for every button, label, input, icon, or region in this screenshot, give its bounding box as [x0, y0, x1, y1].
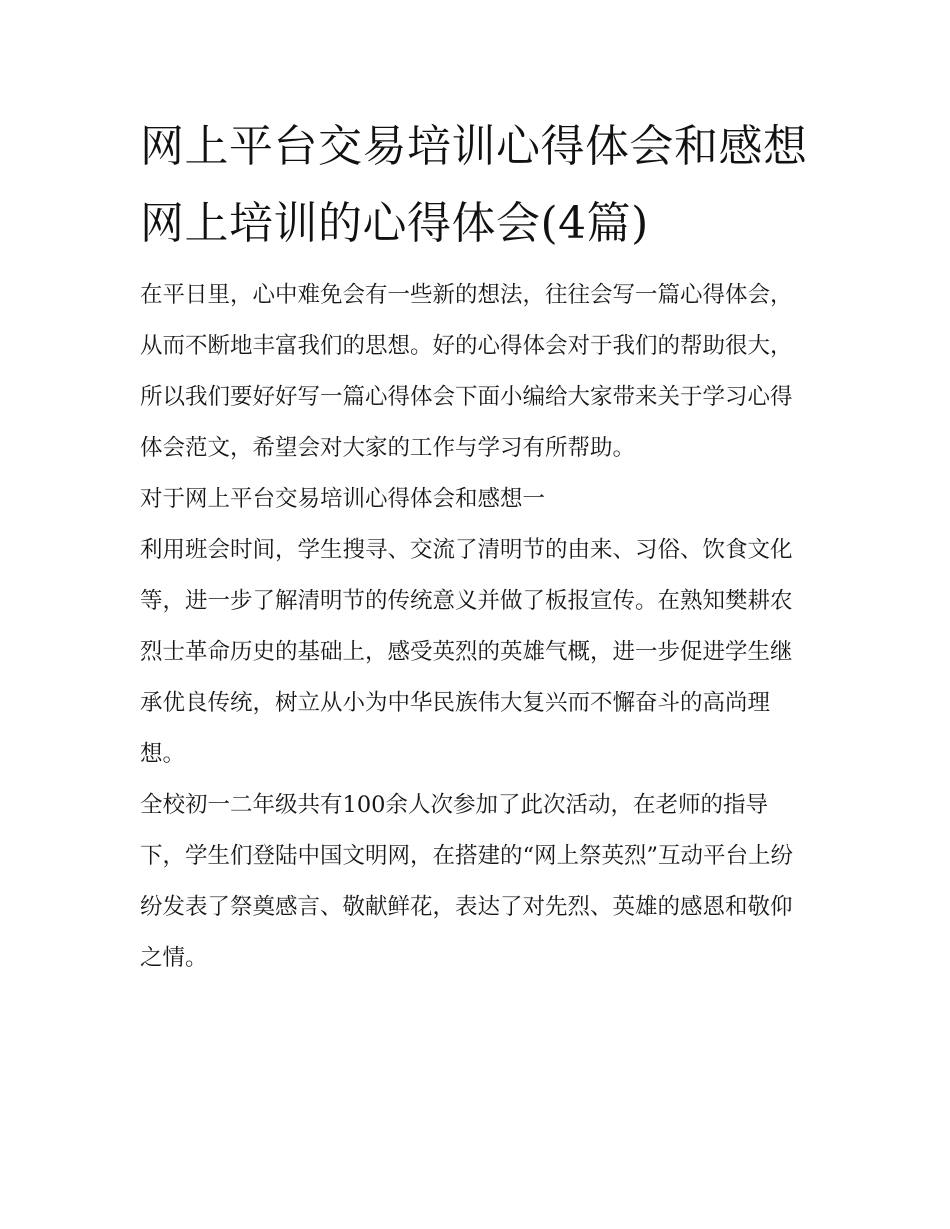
document-body [140, 108, 812, 984]
document-title: 网上平台交易培训心得体会和感想 网上培训的心得体会(4篇) [140, 121, 808, 249]
body-paragraph: 全校初一二年级共有100余人次参加了此次活动，在老师的指导下，学生们登陆中国文明网，在搭建的“网上祭英烈”互动平台上纷纷发表了祭奠感言、敬献鲜花，表达了对先烈、英雄的感恩和敬仰之情。 [140, 792, 794, 971]
section-heading: 对于网上平台交易培训心得体会和感想一 [140, 486, 546, 512]
intro-paragraph: 在平日里，心中难免会有一些新的想法，往往会写一篇心得体会，从而不断地丰富我们的思想。好的心得体会对于我们的帮助很大，所以我们要好好写一篇心得体会下面小编给大家带来关于学习心得体会范文，希望会对大家的工作与学习有所帮助。 [140, 282, 793, 461]
body-paragraph: 利用班会时间，学生搜寻、交流了清明节的由来、习俗、饮食文化等，进一步了解清明节的传统意义并做了板报宣传。在熟知樊耕农烈士革命历史的基础上，感受英烈的英雄气概，进一步促进学生继承优良传统，树立从小为中华民族伟大复兴而不懈奋斗的高尚理想。 [140, 537, 793, 767]
